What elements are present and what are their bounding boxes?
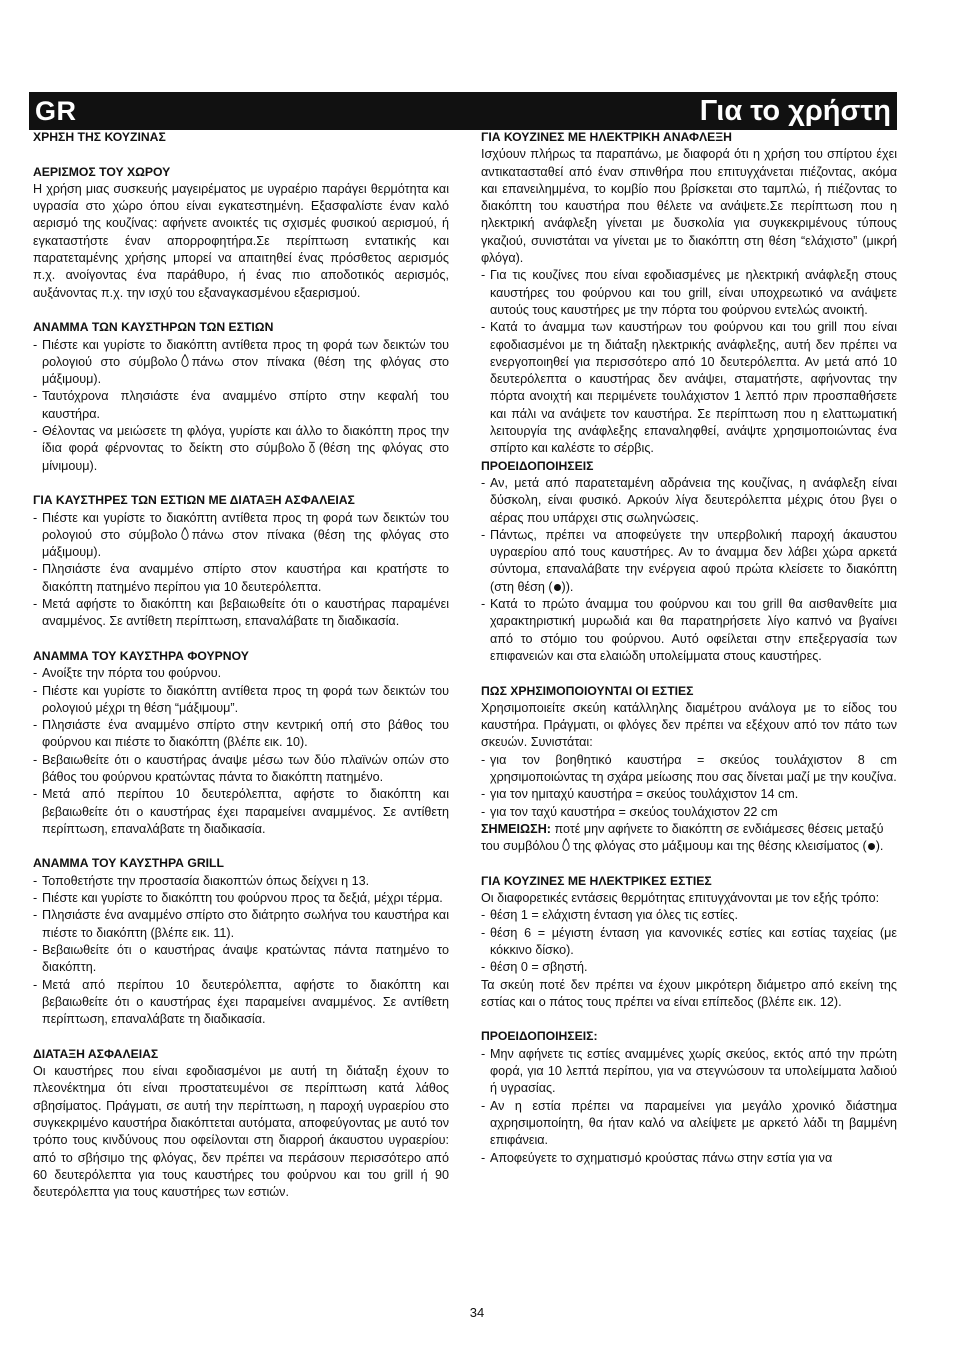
instruction-list [33, 510, 449, 631]
section-title: ΧΡΗΣΗ ΤΗΣ ΚΟΥΖΙΝΑΣ [33, 130, 166, 144]
paragraph: Ισχύουν πλήρως τα παραπάνω, με διαφορά ότι η χρήση του σπίρτου έχει αντικατασταθεί από έναν σπινθήρα που επιτυγχάνεται πιέζοντας, ακόμα και επανειλημμένα, το κομβίο που βρίσκεται στο ταμπλώ, ή πιέζοντας το διακόπτη του καυστήρα που θέλετε να ανάψετε.Σε περίπτωση που η ηλεκτρική ανάφλεξη γίνεται με δυσκολία για συγκεκριμένους τύπους γκαζιού, συνιστάται να γίνεται με το διακόπτη στη θέση “ελάχιστο” (μικρή φλόγα). [481, 147, 897, 266]
instruction-list [33, 337, 449, 475]
list-item: - θέση 6 = μέγιστη ένταση για κανονικές εστίες και εστίας ταχείας (με κόκκινο δίσκο). [481, 925, 897, 960]
list-item: - για τον ταχύ καυστήρα = σκεύος τουλάχιστον 22 cm [481, 804, 897, 821]
section-title: ΓΙΑ ΚΟΥΖΙΝΕΣ ΜΕ ΗΛΕΚΤΡΙΚΕΣ ΕΣΤΙΕΣ [481, 873, 712, 888]
instruction-list [33, 873, 449, 1029]
right-column [481, 129, 897, 1167]
paragraph: Χρησιμοποιείτε σκεύη κατάλληλης διαμέτρου ανάλογα με το είδος του καυστήρα. Πράγματι, οι φλόγες δεν πρέπει να εξέχουν από τον πάτο των σκευών. Συνιστάται: [481, 700, 897, 750]
paragraph: Τα σκεύη ποτέ δεν πρέπει να έχουν μικρότερη διάμετρο από εκείνη της εστίας και ο πάτος τους πρέπει να είναι επίπεδος (βλέπε εικ. 12). [481, 977, 897, 1009]
left-column [33, 129, 449, 1201]
list-item: - Τοποθετήστε την προστασία διακοπτών όπως δείχνει η 13. [33, 873, 449, 890]
note-text: ποτέ μην αφήνετε το διακόπτη σε ενδιάμεσες θέσεις μεταξύ του συμβόλου [481, 821, 884, 854]
section-title: ΓΙΑ ΚΟΥΖΙΝΕΣ ΜΕ ΗΛΕΚΤΡΙΚΗ ΑΝΑΦΛΕΞΗ [481, 130, 732, 144]
list-item [33, 337, 449, 389]
page-number: 34 [469, 1305, 485, 1320]
list-item: - Μετά από περίπου 10 δευτερόλεπτα, αφήστε το διακόπτη και βεβαιωθείτε ότι ο καυστήρας έχει παραμείνει αναμμένος. Σε αντίθετη περίπτωση, επαναλάβατε τη διαδικασία. [33, 786, 449, 838]
off-position-icon [554, 584, 561, 591]
flame-max-icon [562, 838, 570, 851]
list-item: - Αποφεύγετε το σχηματισμό κρούστας πάνω στην εστία για να [481, 1150, 897, 1167]
list-item: - Ανοίξτε την πόρτα του φούρνου. [33, 665, 449, 682]
list-item: - Μετά από περίπου 10 δευτερόλεπτα, αφήστε το διακόπτη και βεβαιωθείτε ότι ο καυστήρας έχει παραμείνει αναμμένος. Σε αντίθετη περίπτωση, επαναλάβατε τη διαδικασία. [33, 977, 449, 1029]
note-label: ΣΗΜΕΙΩΣΗ: [481, 821, 551, 836]
page-header [29, 92, 897, 130]
warning-list [481, 475, 897, 665]
note-text: της φλόγας στο μάξιμουμ και της θέσης κλεισίματος ( [573, 839, 867, 854]
list-text: Πιέστε και γυρίστε το διακόπτη αντίθετα προς τη φορά των δεικτών του ρολογιού στο σύμβολο [42, 510, 449, 542]
list-item [481, 527, 897, 596]
list-text: )). [561, 579, 574, 594]
section-title: ΑΝΑΜΜΑ ΤΟΥ ΚΑΥΣΤΗΡΑ ΦΟΥΡΝΟΥ [33, 648, 249, 663]
section-title: ΑΝΑΜΜΑ ΤΩΝ ΚΑΥΣΤΗΡΩΝ ΤΩΝ ΕΣΤΙΩΝ [33, 320, 274, 335]
list-text: Πάντως, πρέπει να αποφεύγετε την υπερβολική παροχή άκαυστου υγραερίου από τους καυστήρες. Αν το άναμμα δεν λάβει χώρα αρκετά σύντομα, επαναλάβατε την ενέργεια αφού πρώτα κλείσετε το διακόπτη (στη θέση ( [490, 527, 897, 594]
paragraph: Οι καυστήρες που είναι εφοδιασμένοι με αυτή τη διάταξη έχουν το πλεονέκτημα ότι είναι προστατευμένοι σε περίπτωση κατά λάθος σβησίματος. Πράγματι, σε αυτή την περίπτωση, η παροχή υγραερίου στο συγκεκριμένο καυστήρα διακόπτεται αυτόματα, αποφεύγοντας με αυτό τον τρόπο τους κινδύνους που οφείλονται στη διαρροή άκαυστου υγραερίου: από το σβήσιμο της φλόγας, δεν πρέπει να περάσουν περισσότερο από 60 δευτερόλεπτα για τους καυστήρες του φούρνου και του grill ή 90 δευτερόλεπτα για τους καυστήρες των εστιών. [33, 1064, 449, 1200]
instruction-list [481, 907, 897, 976]
list-text: (θέση της φλόγας στο μίνιμουμ). [42, 441, 450, 473]
section-title: ΔΙΑΤΑΞΗ ΑΣΦΑΛΕΙΑΣ [33, 1046, 159, 1061]
list-text: Πιέστε και γυρίστε το διακόπτη αντίθετα προς τη φορά των δεικτών του ρολογιού στο σύμβολο [42, 337, 449, 369]
warning-list [481, 1046, 897, 1167]
paragraph: Η χρήση μιας συσκευής μαγειρέματος με υγραέριο παράγει θερμότητα και υγρασία στο χώρο όπου είναι εγκατεστημένη. Εξασφαλίστε έναν καλό αερισμό της κουζίνας: αφήνετε ανοικτές τις σχισμές φυσικού αερισμού, ή εγκαταστήστε έναν απορροφητήρα.Σε περίπτωση εντατικής και παρατεταμένης χρήσης μπορεί να απαιτηθεί ένας πρόσθετος αερισμός π.χ. ανοίγοντας ένα παράθυρο, ή ένας πιο αποδοτικός αερισμός, αυξάνοντας π.χ. την ισχύ του εξαναγκασμένου εξαερισμού. [33, 181, 449, 300]
flame-min-icon [308, 440, 316, 453]
list-item [33, 510, 449, 562]
flame-max-icon [181, 527, 189, 540]
section-title: ΓΙΑ ΚΑΥΣΤΗΡΕΣ ΤΩΝ ΕΣΤΙΩΝ ΜΕ ΔΙΑΤΑΞΗ ΑΣΦΑΛΕΙΑΣ [33, 493, 355, 508]
list-item: - Πλησιάστε ένα αναμμένο σπίρτο στην κεντρική οπή στο βάθος του φούρνου και πιέστε το διακόπτη (βλέπε εικ. 10). [33, 717, 449, 752]
list-item: - θέση 0 = σβηστή. [481, 959, 897, 976]
list-item: - Κατά το πρώτο άναμμα του φούρνου και του grill θα αισθανθείτε μια χαρακτηριστική μυρωδιά και θα παρατηρήσετε λίγο καπνό να βγαίνει από το στόμιο του φούρνου. Αυτό οφείλεται στην επεξεργασία των επιφανειών και στα ελαιώδη υπολείμματα στους καυστήρες. [481, 596, 897, 665]
list-item: - Πιέστε και γυρίστε το διακόπτη αντίθετα προς τη φορά των δεικτών του ρολογιού μέχρι τη θέση “μάξιμουμ”. [33, 683, 449, 718]
section-title: ΠΡΟΕΙΔΟΠΟΙΗΣΕΙΣ [481, 458, 594, 473]
note-text: ). [875, 839, 884, 854]
list-item: - για τον βοηθητικό καυστήρα = σκεύος τουλάχιστον 8 cm χρησιμοποιώντας τη σχάρα μείωσης που σας δίνεται μαζί με την κουζίνα. [481, 752, 897, 787]
list-text: πάνω στον πίνακα (θέση της φλόγας στο μάξιμουμ). [42, 527, 449, 560]
list-text: πάνω στον πίνακα (θέση της φλόγας στο μάξιμουμ). [42, 354, 449, 387]
section-title: ΑΝΑΜΜΑ ΤΟΥ ΚΑΥΣΤΗΡΑ GRILL [33, 856, 224, 871]
page-title: Για το χρήστη [699, 94, 891, 127]
instruction-list [481, 267, 897, 457]
language-code: GR [35, 95, 77, 126]
list-item: - Πιέστε και γυρίστε το διακόπτη του φούρνου προς τα δεξιά, μέχρι τέρμα. [33, 890, 449, 907]
list-item: - για τον ημιταχύ καυστήρα = σκεύος τουλάχιστον 14 cm. [481, 786, 897, 803]
section-title: ΠΡΟΕΙΔΟΠΟΙΗΣΕΙΣ: [481, 1029, 598, 1044]
list-item: - θέση 1 = ελάχιστη ένταση για όλες τις εστίες. [481, 907, 897, 924]
list-item: - Για τις κουζίνες που είναι εφοδιασμένες με ηλεκτρική ανάφλεξη στους καυστήρες του φούρνου και του grill, είναι υποχρεωτικό να ανάψετε αυτούς τους καυστήρες με την πόρτα του φούρνου εντελώς ανοικτή. [481, 267, 897, 319]
instruction-list [33, 665, 449, 838]
list-item [33, 423, 449, 475]
section-title: ΠΩΣ ΧΡΗΣΙΜΟΠΟΙΟΥΝΤΑΙ ΟΙ ΕΣΤΙΕΣ [481, 683, 694, 698]
instruction-list [481, 752, 897, 821]
section-title: ΑΕΡΙΣΜΟΣ ΤΟΥ ΧΩΡΟΥ [33, 164, 171, 179]
list-item: - Μην αφήνετε τις εστίες αναμμένες χωρίς σκεύος, εκτός από την πρώτη φορά, για 10 λεπτά περίπου, για να στεγνώσουν τα υπολείμματα λαδιού ή υγρασίας. [481, 1046, 897, 1098]
note-paragraph [481, 821, 897, 856]
list-item: - Ταυτόχρονα πλησιάστε ένα αναμμένο σπίρτο στην κεφαλή του καυστήρα. [33, 388, 449, 423]
list-item: - Αν η εστία πρέπει να παραμείνει για μεγάλο χρονικό διάστημα αχρησιμοποίητη, θα ήταν καλό να αλείψετε με αρκετό λάδι τη βαμμένη επιφάνεια. [481, 1098, 897, 1150]
list-item: - Βεβαιωθείτε ότι ο καυστήρας άναψε κρατώντας πάντα πατημένο το διακόπτη. [33, 942, 449, 977]
paragraph: Οι διαφορετικές εντάσεις θερμότητας επιτυγχάνονται με τον εξής τρόπο: [481, 891, 880, 906]
off-position-icon [868, 843, 875, 850]
list-item: - Κατά το άναμμα των καυστήρων του φούρνου και του grill που είναι εφοδιασμένοι με τη διάταξη ηλεκτρικής ανάφλεξης, αυτή δεν πρέπει να ενεργοποιηθεί για περισσότερο από 10 δευτερόλεπτα. Αν μετά από 10 δευτερόλεπτα ο καυστήρας δεν ανάψει, σταματήστε, αφήνοντας την πόρτα ανοιχτή και περιμένετε τουλάχιστον 1 λεπτό πριν προσπαθήσετε και πάλι να ανάψετε τον καυστήρα. Σε περίπτωση που η ελαττωματική λειτουργία της ανάφλεξης επαναληφθεί, ανάψτε χρησιμοποιώντας ένα σπίρτο και καλέστε το σέρβις. [481, 319, 897, 457]
list-item: - Αν, μετά από παρατεταμένη αδράνεια της κουζίνας, η ανάφλεξη είναι δύσκολη, είναι φυσικό. Αρκούν λίγα δευτερόλεπτα μέχρις ότου βγει ο αέρας που υπάρχει στις σωληνώσεις. [481, 475, 897, 527]
list-item: - Πλησιάστε ένα αναμμένο σπίρτο στον καυστήρα και κρατήστε το διακόπτη πατημένο περίπου για 10 δευτερόλεπτα. [33, 561, 449, 596]
list-item: - Βεβαιωθείτε ότι ο καυστήρας άναψε μέσω των δύο πλαϊνών οπών στο βάθος του φούρνου κρατώντας πάντα το διακόπτη πατημένο. [33, 752, 449, 787]
list-item: - Πλησιάστε ένα αναμμένο σπίρτο στο διάτρητο σωλήνα του καυστήρα και πιέστε το διακόπτη (βλέπε εικ. 11). [33, 907, 449, 942]
list-item: - Μετά αφήστε το διακόπτη και βεβαιωθείτε ότι ο καυστήρας παραμένει αναμμένος. Σε αντίθετη περίπτωση, επαναλάβατε τη διαδικασία. [33, 596, 449, 631]
list-text: Θέλοντας να μειώσετε τη φλόγα, γυρίστε και άλλο το διακόπτη προς την ίδια φορά φέρνοντας το δείκτη στο σύμβολο [42, 424, 449, 456]
flame-max-icon [181, 354, 189, 367]
